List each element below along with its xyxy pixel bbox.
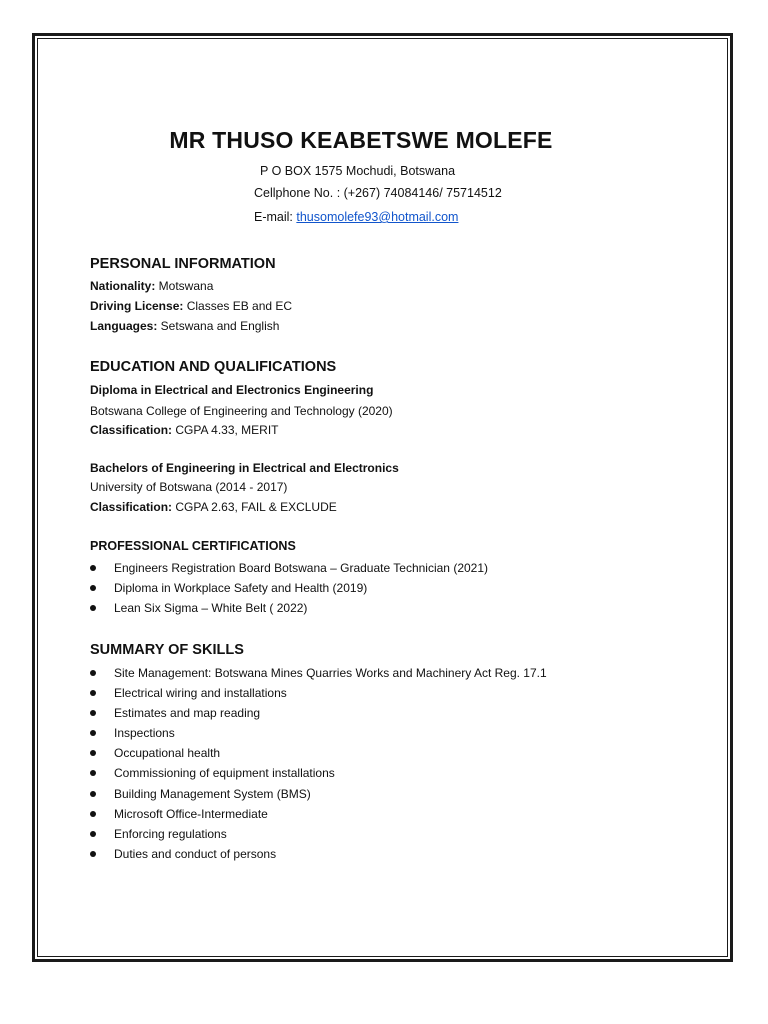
classification-value: CGPA 2.63, FAIL & EXCLUDE [172,500,337,514]
skills-heading: SUMMARY OF SKILLS [90,642,244,658]
certification-text: Diploma in Workplace Safety and Health (2019) [114,581,368,596]
education-entry-institution: University of Botswana (2014 - 2017) [90,480,288,494]
languages-value: Setswana and English [157,319,280,333]
list-item [88,578,488,598]
bullet-icon [90,791,96,797]
skill-text: Commissioning of equipment installations [114,766,335,781]
bullet-icon [90,750,96,756]
bullet-icon [90,585,96,591]
bullet-icon [90,811,96,817]
skill-text: Building Management System (BMS) [114,786,311,801]
bullet-icon [90,565,96,571]
list-item [88,804,547,824]
postal-address: P O BOX 1575 Mochudi, Botswana [260,164,456,178]
education-entry-title: Bachelors of Engineering in Electrical and Electronics [90,461,399,475]
nationality-value: Motswana [155,279,214,293]
list-item [88,824,547,844]
education-entry-institution: Botswana College of Engineering and Technology (2020) [90,404,393,418]
email-line [254,210,458,224]
certifications-heading: PROFESSIONAL CERTIFICATIONS [90,539,296,553]
skill-text: Enforcing regulations [114,826,227,841]
nationality-label: Nationality: [90,279,156,293]
certifications-list [88,558,488,618]
list-item [88,784,547,804]
license-label: Driving License: [90,299,184,313]
personal-info-heading: PERSONAL INFORMATION [90,256,276,272]
bullet-icon [90,851,96,857]
list-item [88,703,547,723]
languages-label: Languages: [90,319,158,333]
classification-label: Classification: [90,423,173,437]
certification-text: Lean Six Sigma – White Belt ( 2022) [114,601,308,616]
skill-text: Estimates and map reading [114,706,261,721]
list-item [88,844,547,864]
bullet-icon [90,690,96,696]
skill-text: Site Management: Botswana Mines Quarries Works and Machinery Act Reg. 17.1 [114,666,547,680]
bullet-icon [90,605,96,611]
certification-text: Engineers Registration Board Botswana – Graduate Technician (2021) [114,561,489,575]
education-entry-classification [90,500,337,514]
skill-text: Electrical wiring and installations [114,686,287,701]
skill-text: Occupational health [114,746,221,761]
email-label: E-mail: [254,210,297,224]
list-item [88,663,547,683]
bullet-icon [90,770,96,776]
candidate-name: MR THUSO KEABETSWE MOLEFE [169,127,553,153]
bullet-icon [90,710,96,716]
list-item [88,743,547,763]
bullet-icon [90,670,96,676]
classification-label: Classification: [90,500,173,514]
email-link[interactable]: thusomolefe93@hotmail.com [296,210,459,224]
license-value: Classes EB and EC [183,299,293,313]
education-entry-classification [90,423,279,437]
list-item [88,558,488,578]
list-item [88,683,547,703]
cellphone-number: Cellphone No. : (+267) 74084146/ 75714512 [254,186,502,200]
languages-line [90,319,279,333]
bullet-icon [90,831,96,837]
education-entry-title: Diploma in Electrical and Electronics Engineering [90,383,374,397]
skills-list [88,663,547,864]
list-item [88,723,547,743]
license-line [90,299,292,313]
nationality-line [90,279,213,293]
skill-text: Microsoft Office-Intermediate [114,806,268,821]
skill-text: Inspections [114,726,175,741]
classification-value: CGPA 4.33, MERIT [172,423,279,437]
bullet-icon [90,730,96,736]
list-item [88,598,488,618]
education-heading: EDUCATION AND QUALIFICATIONS [90,359,337,375]
list-item [88,763,547,783]
skill-text: Duties and conduct of persons [114,846,277,861]
